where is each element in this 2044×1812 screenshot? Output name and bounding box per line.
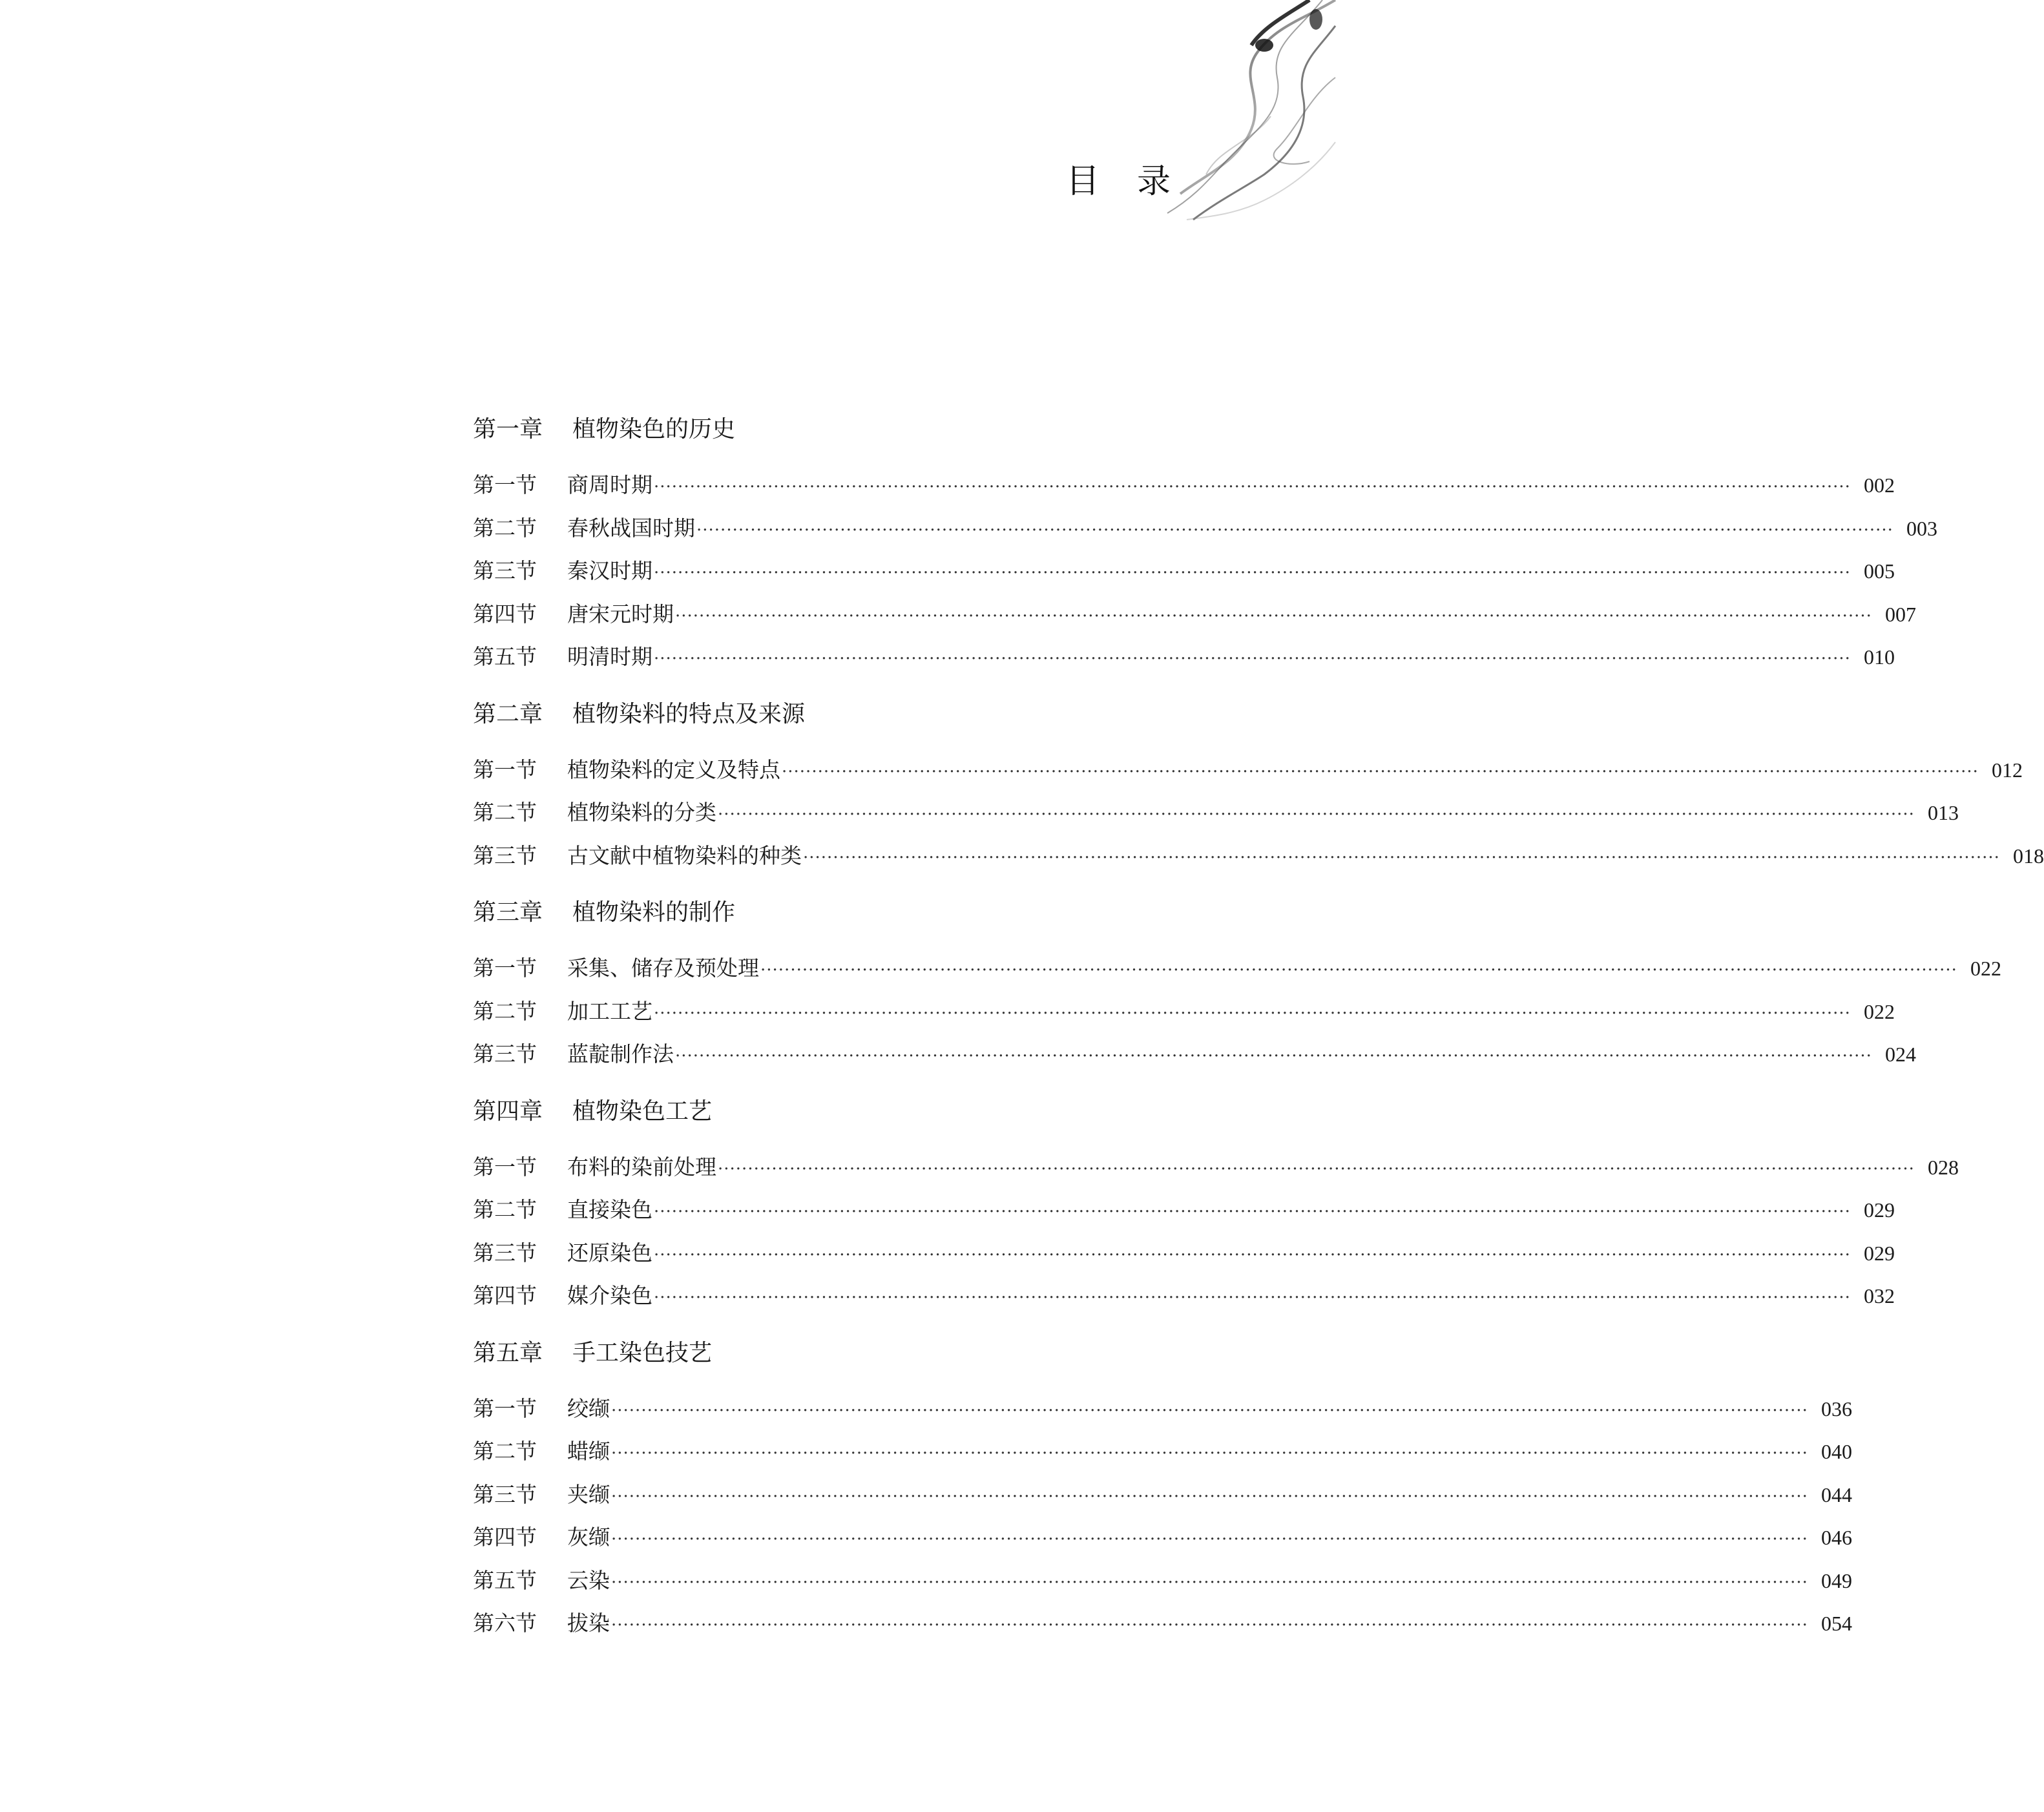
section-title: 植物染料的分类 [567,800,716,825]
dot-leader: ········································································································································································································ [611,1486,1808,1506]
section-title: 植物染料的定义及特点 [567,756,780,782]
toc-entry[interactable] [473,1602,1852,1645]
section-title: 蓝靛制作法 [567,1041,674,1067]
chapter-title: 植物染色工艺 [572,1098,713,1125]
page-number: 024 [1884,1043,1916,1066]
section-title: 布料的染前处理 [567,1154,716,1180]
dot-leader: ········································································································································································································ [654,649,1851,669]
section-number: 第二节 [473,1197,537,1222]
page-number: 040 [1820,1440,1852,1463]
page-number: 012 [1991,758,2023,782]
section-title: 蜡缬 [567,1439,610,1464]
section-title: 直接染色 [567,1197,652,1222]
chapter-heading[interactable] [473,1089,1177,1134]
dot-leader: ········································································································································································································ [654,477,1851,497]
page-number: 022 [1863,999,1895,1023]
chapter-heading[interactable] [473,692,1177,737]
section-number: 第一节 [473,472,537,497]
chapter-4 [473,1089,1959,1318]
page-number: 044 [1820,1483,1852,1506]
chapter-number: 第五章 [473,1339,543,1366]
toc-entry[interactable] [473,1189,1895,1232]
page-number: 002 [1863,474,1895,497]
section-number: 第一节 [473,1395,537,1421]
section-title: 夹缬 [567,1481,610,1507]
toc-entry[interactable] [473,947,2001,990]
toc-entry[interactable] [473,1388,1852,1431]
section-number: 第五节 [473,644,537,669]
section-number: 第四节 [473,601,537,627]
page-number: 049 [1820,1568,1852,1592]
page-number: 003 [1906,516,1937,540]
section-title: 云染 [567,1567,610,1593]
dot-leader: ········································································································································································································ [760,961,1957,980]
page-title: 目录 [1066,162,1209,201]
page-number: 022 [1970,957,2001,980]
dot-leader: ········································································································································································································ [654,1245,1851,1265]
dot-leader: ········································································································································································································ [611,1401,1808,1421]
toc-entry[interactable] [473,550,1895,593]
section-number: 第三节 [473,1041,537,1067]
section-title: 采集、储存及预处理 [567,955,759,981]
section-title: 还原染色 [567,1240,652,1265]
toc-entry[interactable] [473,593,1916,636]
chapter-2 [473,692,2044,878]
section-number: 第六节 [473,1610,537,1636]
toc-entry[interactable] [473,464,1895,507]
section-number: 第四节 [473,1525,537,1550]
chapter-number: 第一章 [473,416,543,443]
chapter-number: 第二章 [473,700,543,727]
page-number: 036 [1820,1397,1852,1421]
section-number: 第三节 [473,842,537,868]
page-number: 032 [1863,1284,1895,1307]
toc-entry[interactable] [473,791,1959,835]
section-title: 加工工艺 [567,998,652,1024]
dot-leader: ········································································································································································································ [654,1003,1851,1023]
page-number: 028 [1927,1155,1959,1179]
section-title: 古文献中植物染料的种类 [567,842,802,868]
toc-entry[interactable] [473,1146,1959,1189]
chapter-title: 手工染色技艺 [572,1339,713,1366]
page-number: 029 [1863,1198,1895,1222]
section-title: 秦汉时期 [567,558,652,583]
section-number: 第五节 [473,1567,537,1593]
table-of-contents [473,407,2044,1658]
section-title: 唐宋元时期 [567,601,674,627]
toc-entry[interactable] [473,835,2044,878]
dot-leader: ········································································································································································································ [654,1288,1851,1307]
toc-entry[interactable] [473,1430,1852,1474]
dot-leader: ········································································································································································································ [675,1047,1872,1066]
section-number: 第二节 [473,1439,537,1464]
toc-entry[interactable] [473,749,2023,792]
page-number: 046 [1820,1526,1852,1549]
chapter-number: 第三章 [473,899,543,926]
section-title: 春秋战国时期 [567,515,695,541]
page-number: 054 [1820,1612,1852,1635]
page-number: 018 [2012,844,2044,868]
section-number: 第四节 [473,1283,537,1308]
section-title: 商周时期 [567,472,652,497]
chapter-1 [473,407,1937,679]
page-number: 010 [1863,645,1895,669]
page-number: 013 [1927,801,1959,824]
page-number: 005 [1863,559,1895,583]
chapter-heading[interactable] [473,1331,1177,1376]
section-title: 拔染 [567,1610,610,1636]
dot-leader: ········································································································································································································ [782,762,1979,782]
dot-leader: ········································································································································································································ [696,520,1893,540]
section-number: 第三节 [473,558,537,583]
section-title: 媒介染色 [567,1283,652,1308]
section-number: 第二节 [473,998,537,1024]
section-title: 明清时期 [567,644,652,669]
toc-entry[interactable] [473,1474,1852,1517]
dot-leader: ········································································································································································································ [654,1202,1851,1222]
dot-leader: ········································································································································································································ [718,805,1915,824]
toc-entry[interactable] [473,1232,1895,1275]
toc-entry[interactable] [473,1275,1895,1318]
section-number: 第二节 [473,800,537,825]
section-title: 绞缬 [567,1395,610,1421]
section-number: 第三节 [473,1481,537,1507]
dot-leader: ········································································································································································································ [611,1444,1808,1463]
section-number: 第一节 [473,756,537,782]
toc-entry[interactable] [473,990,1895,1034]
chapter-heading[interactable] [473,890,1177,935]
chapter-title: 植物染料的制作 [572,899,736,926]
chapter-title: 植物染料的特点及来源 [572,700,806,727]
page-number: 029 [1863,1241,1895,1265]
toc-entry[interactable] [473,507,1937,550]
dot-leader: ········································································································································································································ [803,848,2000,868]
section-number: 第一节 [473,955,537,981]
chapter-number: 第四章 [473,1098,543,1125]
dot-leader: ········································································································································································································ [718,1159,1915,1179]
toc-entry[interactable] [473,1559,1852,1603]
chapter-heading[interactable] [473,407,1177,452]
page-number: 007 [1884,602,1916,626]
section-title: 灰缬 [567,1525,610,1550]
section-number: 第三节 [473,1240,537,1265]
dot-leader: ········································································································································································································ [654,563,1851,583]
section-number: 第一节 [473,1154,537,1180]
section-number: 第二节 [473,515,537,541]
chapter-title: 植物染色的历史 [572,416,736,443]
toc-entry[interactable] [473,636,1895,679]
chapter-5 [473,1331,1852,1645]
toc-entry[interactable] [473,1516,1852,1559]
chapter-3 [473,890,2001,1076]
toc-entry[interactable] [473,1033,1916,1076]
dot-leader: ········································································································································································································ [611,1572,1808,1592]
dot-leader: ········································································································································································································ [611,1616,1808,1635]
dot-leader: ········································································································································································································ [611,1530,1808,1549]
dot-leader: ········································································································································································································ [675,606,1872,626]
